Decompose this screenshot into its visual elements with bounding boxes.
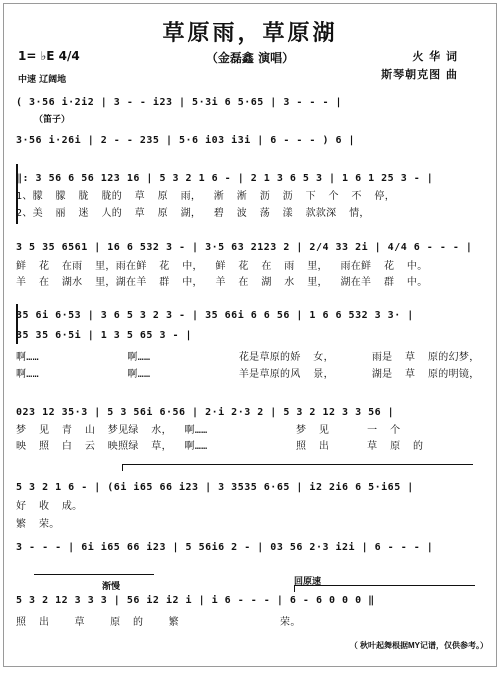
lyric-dream-1: 梦 见 青 山 梦见绿 水， 啊…… 梦 见 一 个 [16, 425, 401, 436]
song-title: 草原雨，草原湖 [162, 21, 338, 46]
score-line-3: ‖: 3 56 6 56 123 16 | 5 3 2 1 6 - | 2 1 3 6 5 3 | 1 6 1 25 3 - | [16, 173, 434, 184]
score-line-4: 3 5 35 6561 | 16 6 532 3 - | 3·5 63 2123 2 | 2/4 33 2i | 4/4 6 - - - | [16, 242, 473, 253]
a-tempo-marking: 回原速 [294, 577, 322, 587]
key-signature: 1= ♭E 4/4 [18, 49, 80, 63]
lyricist-credit: 火 华 词 [412, 50, 458, 63]
lyric-final: 照 出 草 原 的 繁 荣。 [16, 617, 301, 628]
singer-credit: （金磊鑫 演唱） [205, 51, 295, 65]
tempo-marking: 中速 辽阔地 [18, 75, 67, 85]
score-line-5b: 35 35 6·5i | 1 3 5 65 3 - | [16, 330, 193, 341]
rit-line [34, 574, 154, 581]
instrument-note: （笛子） [34, 115, 71, 125]
lyric-end-2: 繁 荣。 [16, 519, 60, 530]
score-line-5a: 35 6i 6·53 | 3 6 5 3 2 3 - | 35 66i 6 6 56 | 1 6 6 532 3 3· | [16, 310, 414, 321]
composer-credit: 斯琴朝克图 曲 [381, 68, 458, 81]
score-line-6: 023 12 35·3 | 5 3 56i 6·56 | 2·i 2·3 2 | 5 3 2 12 3 3 56 | [16, 407, 395, 418]
score-line-8: 3 - - - | 6i i65 66 i23 | 5 56i6 2 - | 03 56 2·3 i2i | 6 - - - | [16, 542, 434, 553]
rit-marking: 渐慢 [102, 582, 121, 592]
score-line-7: 5 3 2 1 6 - | (6i i65 66 i23 | 3 3535 6·65 | i2 2i6 6 5·i65 | [16, 482, 414, 493]
score-line-1: ( 3·56 i·2i2 | 3 - - i23 | 5·3i 6 5·65 | 3 - - - | [16, 97, 343, 108]
lyric-chorus-1: 啊…… 啊…… 花是草原的娇 女， 雨是 草 原的幻梦， [16, 352, 480, 363]
lyric-verse2-a: 2、美 丽 迷 人的 草 原 湖， 碧 波 荡 漾 款款深 情， [16, 208, 370, 219]
lyric-chorus-2: 啊…… 啊…… 羊是草原的风 景， 湖是 草 原的明镜， [16, 369, 480, 380]
first-ending-bracket [122, 464, 473, 471]
lyric-end-1: 好 收 成。 [16, 501, 83, 512]
lyric-verse1-a: 1、朦 朦 胧 胧的 草 原 雨， 淅 淅 沥 沥 下 个 不 停， [16, 191, 395, 202]
score-page [3, 3, 497, 667]
lyric-verse2-b: 羊 在 湖水 里，湖在羊 群 中， 羊 在 湖 水 里， 湖在羊 群 中。 [16, 277, 428, 288]
score-line-9: 5 3 2 12 3 3 3 | 56 i2 i2 i | i 6 - - - | 6 - 6 0 0 0 ‖ [16, 595, 375, 606]
score-line-2: 3·56 i·26i | 2 - - 235 | 5·6 i03 i3i | 6 - - - ) 6 | [16, 135, 356, 146]
lyric-verse1-b: 鲜 花 在雨 里，雨在鲜 花 中， 鲜 花 在 雨 里， 雨在鲜 花 中。 [16, 261, 428, 272]
fermata-bracket [294, 585, 475, 592]
transcription-note: （ 秋叶起舞根据MY记谱，仅供参考。） [349, 641, 488, 650]
lyric-dream-2: 映 照 白 云 映照绿 草， 啊…… 照 出 草 原 的 [16, 441, 424, 452]
